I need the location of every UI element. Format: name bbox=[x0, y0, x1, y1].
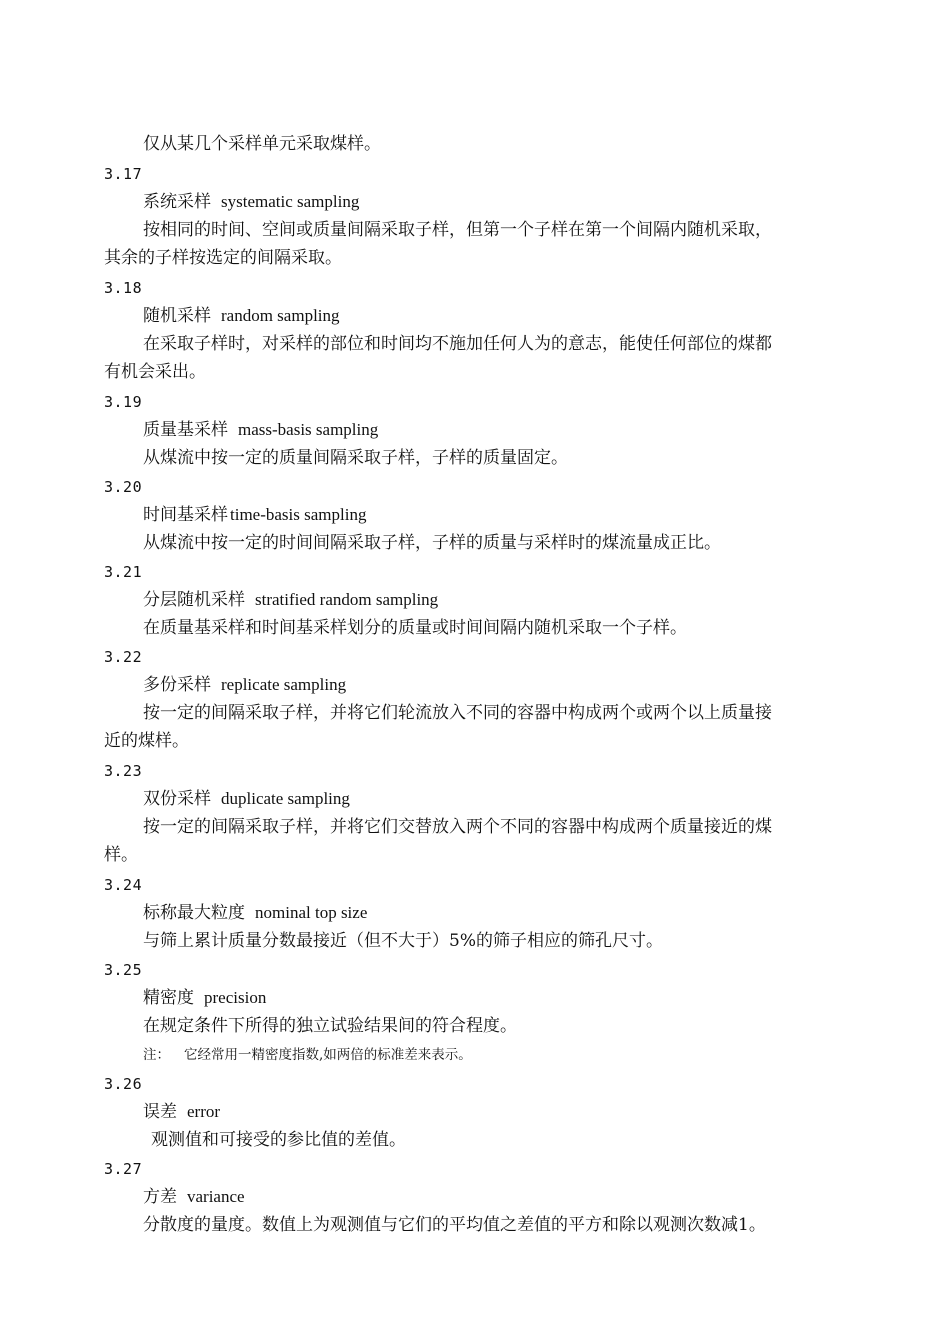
clause-number: 3.26 bbox=[104, 1075, 143, 1093]
term-zh: 时间基采样 bbox=[143, 505, 228, 525]
term-zh: 随机采样 bbox=[143, 306, 211, 326]
term-en: mass-basis sampling bbox=[238, 420, 379, 439]
term-heading bbox=[143, 787, 850, 811]
clause-number: 3.22 bbox=[104, 648, 143, 666]
term-zh: 系统采样 bbox=[143, 192, 211, 212]
term-zh: 方差 bbox=[143, 1187, 177, 1207]
intro-text: 仅从某几个采样单元采取煤样。 bbox=[143, 134, 381, 154]
term-en: random sampling bbox=[221, 306, 340, 325]
definition-line: 样。 bbox=[104, 845, 138, 865]
term-heading bbox=[143, 503, 850, 527]
term-en: variance bbox=[187, 1187, 245, 1206]
term-heading bbox=[143, 986, 850, 1010]
definition-line: 近的煤样。 bbox=[104, 731, 189, 751]
definition-line: 在规定条件下所得的独立试验结果间的符合程度。 bbox=[143, 1016, 517, 1036]
term-heading bbox=[143, 304, 850, 328]
definition-line: 按相同的时间、空间或质量间隔采取子样，但第一个子样在第一个间隔内随机采取， bbox=[143, 220, 772, 240]
term-zh: 质量基采样 bbox=[143, 420, 228, 440]
term-en: error bbox=[187, 1102, 221, 1121]
term-zh: 双份采样 bbox=[143, 789, 211, 809]
definition-line: 在采取子样时，对采样的部位和时间均不施加任何人为的意志，能使任何部位的煤都 bbox=[143, 334, 772, 354]
clause-number: 3.27 bbox=[104, 1160, 143, 1178]
definition-line: 从煤流中按一定的质量间隔采取子样，子样的质量固定。 bbox=[143, 448, 568, 468]
term-en: systematic sampling bbox=[221, 192, 360, 211]
term-zh: 精密度 bbox=[143, 988, 194, 1008]
term-en: replicate sampling bbox=[221, 675, 347, 694]
term-heading bbox=[143, 673, 850, 697]
term-zh: 标称最大粒度 bbox=[143, 903, 245, 923]
term-heading bbox=[143, 1185, 850, 1209]
term-en: stratified random sampling bbox=[255, 590, 439, 609]
definition-line: 按一定的间隔采取子样，并将它们交替放入两个不同的容器中构成两个质量接近的煤 bbox=[143, 817, 772, 837]
clause-number: 3.25 bbox=[104, 961, 143, 979]
definition-line: 分散度的量度。数值上为观测值与它们的平均值之差值的平方和除以观测次数减1。 bbox=[143, 1215, 766, 1235]
clause-number: 3.21 bbox=[104, 563, 143, 581]
note-text: 它经常用一精密度指数,如两倍的标准差来表示。 bbox=[184, 1047, 472, 1063]
definition-line: 从煤流中按一定的时间间隔采取子样，子样的质量与采样时的煤流量成正比。 bbox=[143, 533, 721, 553]
clause-number: 3.19 bbox=[104, 393, 143, 411]
term-zh: 误差 bbox=[143, 1102, 177, 1122]
clause-number: 3.23 bbox=[104, 762, 143, 780]
term-en: precision bbox=[204, 988, 267, 1007]
definition-line: 其余的子样按选定的间隔采取。 bbox=[104, 248, 342, 268]
term-heading bbox=[143, 1100, 850, 1124]
clause-number: 3.20 bbox=[104, 478, 143, 496]
note-label: 注： bbox=[143, 1047, 170, 1063]
definition-line: 在质量基采样和时间基采样划分的质量或时间间隔内随机采取一个子样。 bbox=[143, 618, 687, 638]
term-en: nominal top size bbox=[255, 903, 368, 922]
term-heading bbox=[143, 901, 850, 925]
term-zh: 分层随机采样 bbox=[143, 590, 245, 610]
note bbox=[143, 1045, 850, 1065]
clause-number: 3.18 bbox=[104, 279, 143, 297]
term-heading bbox=[143, 418, 850, 442]
clause-number: 3.17 bbox=[104, 165, 143, 183]
clause-number: 3.24 bbox=[104, 876, 143, 894]
definition-line: 与筛上累计质量分数最接近（但不大于）5%的筛子相应的筛孔尺寸。 bbox=[143, 931, 663, 951]
term-en: time-basis sampling bbox=[230, 505, 367, 524]
definition-line: 观测值和可接受的参比值的差值。 bbox=[151, 1130, 406, 1150]
term-zh: 多份采样 bbox=[143, 675, 211, 695]
definition-line: 有机会采出。 bbox=[104, 362, 206, 382]
term-heading bbox=[143, 190, 850, 214]
term-en: duplicate sampling bbox=[221, 789, 350, 808]
term-heading bbox=[143, 588, 850, 612]
definition-line: 按一定的间隔采取子样，并将它们轮流放入不同的容器中构成两个或两个以上质量接 bbox=[143, 703, 772, 723]
